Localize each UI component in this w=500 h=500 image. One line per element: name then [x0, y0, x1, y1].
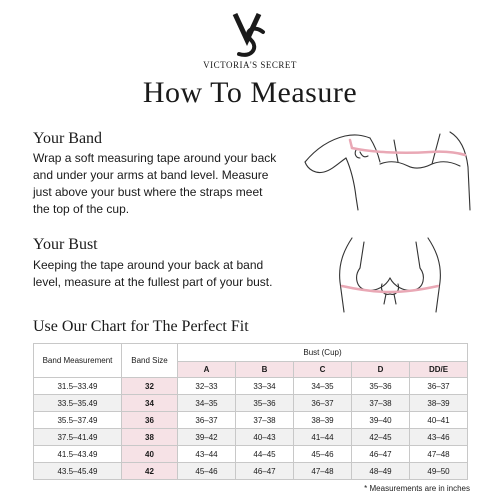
- band-size-cell: 34: [122, 395, 178, 412]
- table-row: [34, 395, 468, 412]
- band-size-cell: 36: [122, 412, 178, 429]
- cup-header: DD/E: [410, 362, 468, 378]
- cup-value-cell: 40–41: [410, 412, 468, 429]
- band-measure-illustration: [300, 122, 475, 212]
- band-line: the top of the cup.: [33, 202, 130, 216]
- cup-value-cell: 36–37: [410, 378, 468, 395]
- measurement-cell: 31.5–33.49: [34, 378, 122, 395]
- cup-value-cell: 36–37: [178, 412, 236, 429]
- cup-value-cell: 37–38: [236, 412, 294, 429]
- cup-value-cell: 49–50: [410, 463, 468, 480]
- header-band-size: Band Size: [122, 344, 178, 378]
- cup-header: A: [178, 362, 236, 378]
- cup-value-cell: 38–39: [410, 395, 468, 412]
- cup-value-cell: 47–48: [410, 446, 468, 463]
- band-line: Wrap a soft measuring tape around your back: [33, 151, 277, 165]
- cup-value-cell: 39–40: [352, 412, 410, 429]
- measurement-cell: 43.5–45.49: [34, 463, 122, 480]
- table-row: [34, 378, 468, 395]
- cup-value-cell: 35–36: [236, 395, 294, 412]
- bust-line: Keeping the tape around your back at band: [33, 258, 264, 272]
- cup-value-cell: 32–33: [178, 378, 236, 395]
- bust-instructions: [33, 257, 333, 291]
- band-size-cell: 40: [122, 446, 178, 463]
- table-row: [34, 463, 468, 480]
- cup-value-cell: 47–48: [294, 463, 352, 480]
- cup-value-cell: 36–37: [294, 395, 352, 412]
- cup-value-cell: 34–35: [178, 395, 236, 412]
- band-line: and under your arms at band level. Measure: [33, 168, 269, 182]
- cup-value-cell: 35–36: [352, 378, 410, 395]
- bust-heading: Your Bust: [33, 236, 98, 253]
- chart-heading: Use Our Chart for The Perfect Fit: [33, 318, 249, 335]
- band-size-cell: 32: [122, 378, 178, 395]
- cup-value-cell: 40–43: [236, 429, 294, 446]
- measurement-cell: 41.5–43.49: [34, 446, 122, 463]
- cup-value-cell: 33–34: [236, 378, 294, 395]
- band-size-cell: 38: [122, 429, 178, 446]
- table-row: [34, 412, 468, 429]
- table-row: [34, 446, 468, 463]
- bust-line: level, measure at the fullest part of your bust.: [33, 275, 273, 289]
- cup-value-cell: 46–47: [352, 446, 410, 463]
- cup-value-cell: 43–44: [178, 446, 236, 463]
- header-bust-cup: Bust (Cup): [178, 344, 468, 362]
- cup-value-cell: 46–47: [236, 463, 294, 480]
- cup-value-cell: 37–38: [352, 395, 410, 412]
- cup-value-cell: 34–35: [294, 378, 352, 395]
- cup-value-cell: 39–42: [178, 429, 236, 446]
- cup-value-cell: 48–49: [352, 463, 410, 480]
- cup-value-cell: 43–46: [410, 429, 468, 446]
- band-heading: Your Band: [33, 130, 103, 147]
- band-instructions: [33, 150, 328, 218]
- brand-name: VICTORIA'S SECRET: [203, 60, 297, 70]
- band-line: just above your bust where the straps meet: [33, 185, 263, 199]
- vs-monogram-icon: [231, 10, 271, 60]
- header-band-measurement: Band Measurement: [34, 344, 122, 378]
- page-title: How To Measure: [142, 76, 358, 109]
- cup-header: C: [294, 362, 352, 378]
- cup-value-cell: 38–39: [294, 412, 352, 429]
- cup-value-cell: 44–45: [236, 446, 294, 463]
- cup-header: B: [236, 362, 294, 378]
- cup-value-cell: 45–46: [178, 463, 236, 480]
- measurement-cell: 37.5–41.49: [34, 429, 122, 446]
- band-size-cell: 42: [122, 463, 178, 480]
- measurement-cell: 33.5–35.49: [34, 395, 122, 412]
- cup-value-cell: 42–45: [352, 429, 410, 446]
- cup-value-cell: 41–44: [294, 429, 352, 446]
- table-row: [34, 429, 468, 446]
- cup-header: D: [352, 362, 410, 378]
- measurement-footnote: * Measurements are in inches: [364, 484, 470, 493]
- size-chart-table: [33, 343, 468, 480]
- bust-measure-illustration: [330, 232, 450, 314]
- cup-value-cell: 45–46: [294, 446, 352, 463]
- measurement-cell: 35.5–37.49: [34, 412, 122, 429]
